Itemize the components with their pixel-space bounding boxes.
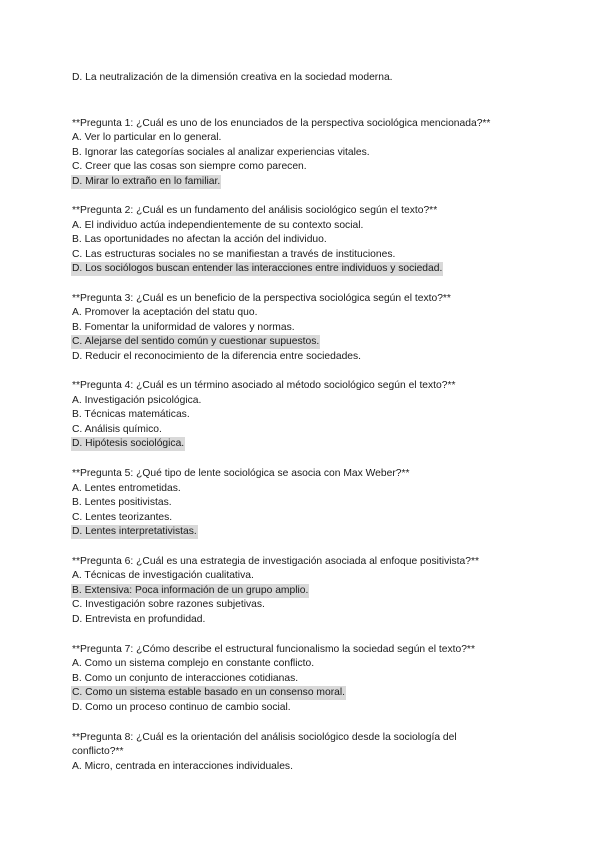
question-5-option-c: C. Lentes teorizantes. <box>72 512 173 523</box>
intro-option: D. La neutralización de la dimensión creativa en la sociedad moderna. <box>72 72 393 83</box>
question-6-text: **Pregunta 6: ¿Cuál es una estrategia de investigación asociada al enfoque positivista?** <box>72 556 479 567</box>
question-4-option-c: C. Análisis químico. <box>72 424 162 435</box>
question-6-option-a: A. Técnicas de investigación cualitativa. <box>72 570 254 581</box>
question-3-option-d: D. Reducir el reconocimiento de la diferencia entre sociedades. <box>72 351 362 362</box>
question-7-option-d: D. Como un proceso continuo de cambio social. <box>72 702 291 713</box>
question-1-option-d-highlighted: D. Mirar lo extraño en lo familiar. <box>72 176 221 187</box>
question-1-option-c: C. Creer que las cosas son siempre como parecen. <box>72 161 307 172</box>
question-8-text-line-1: **Pregunta 8: ¿Cuál es la orientación del análisis sociológico desde la sociología del <box>72 732 457 743</box>
question-3-option-b: B. Fomentar la uniformidad de valores y normas. <box>72 322 295 333</box>
question-7-text: **Pregunta 7: ¿Cómo describe el estructural funcionalismo la sociedad según el texto?** <box>72 644 475 655</box>
question-6-option-c: C. Investigación sobre razones subjetivas. <box>72 599 265 610</box>
question-6-option-b-highlighted: B. Extensiva: Poca información de un grupo amplio. <box>72 585 309 596</box>
question-7-option-c-highlighted: C. Como un sistema estable basado en un consenso moral. <box>72 687 346 698</box>
question-2-text: **Pregunta 2: ¿Cuál es un fundamento del análisis sociológico según el texto?** <box>72 205 438 216</box>
question-2-option-a: A. El individuo actúa independientemente de su contexto social. <box>72 220 364 231</box>
question-8-option-a: A. Micro, centrada en interacciones individuales. <box>72 761 293 772</box>
question-1-option-a: A. Ver lo particular en lo general. <box>72 132 222 143</box>
question-5-option-b: B. Lentes positivistas. <box>72 497 172 508</box>
question-2-option-c: C. Las estructuras sociales no se manifiestan a través de instituciones. <box>72 249 396 260</box>
question-5-text: **Pregunta 5: ¿Qué tipo de lente sociológica se asocia con Max Weber?** <box>72 468 410 479</box>
question-5-option-a: A. Lentes entrometidas. <box>72 483 181 494</box>
question-5-option-d-highlighted: D. Lentes interpretativistas. <box>72 526 197 537</box>
question-3-option-c-highlighted: C. Alejarse del sentido común y cuestionar supuestos. <box>72 336 320 347</box>
question-4-option-d-highlighted: D. Hipótesis sociológica. <box>72 438 185 449</box>
question-1-option-b: B. Ignorar las categorías sociales al analizar experiencias vitales. <box>72 147 370 158</box>
question-6-option-d: D. Entrevista en profundidad. <box>72 614 206 625</box>
question-4-text: **Pregunta 4: ¿Cuál es un término asociado al método sociológico según el texto?** <box>72 380 456 391</box>
question-4-option-b: B. Técnicas matemáticas. <box>72 409 190 420</box>
question-2-option-d-highlighted: D. Los sociólogos buscan entender las interacciones entre individuos y sociedad. <box>72 263 443 274</box>
question-7-option-b: B. Como un conjunto de interacciones cotidianas. <box>72 673 299 684</box>
question-3-text: **Pregunta 3: ¿Cuál es un beneficio de la perspectiva sociológica según el texto?** <box>72 293 451 304</box>
question-3-option-a: A. Promover la aceptación del statu quo. <box>72 307 258 318</box>
question-1-text: **Pregunta 1: ¿Cuál es uno de los enunciados de la perspectiva sociológica mencionada?** <box>72 118 491 129</box>
question-4-option-a: A. Investigación psicológica. <box>72 395 202 406</box>
question-2-option-b: B. Las oportunidades no afectan la acción del individuo. <box>72 234 327 245</box>
question-8-text-line-2: conflicto?** <box>72 746 124 757</box>
question-7-option-a: A. Como un sistema complejo en constante conflicto. <box>72 658 315 669</box>
